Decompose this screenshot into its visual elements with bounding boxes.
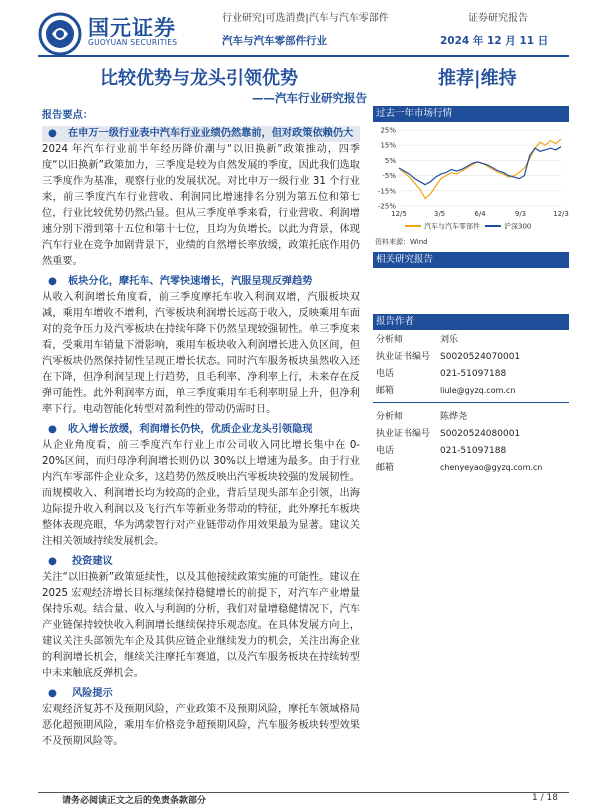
section-paragraph-2: 从收入利润增长角度看，前三季度摩托车收入利润双增，汽服板块双减，乘用车增收不增利，汽零板块利润增长远高于收入，反映乘用车面对的竞争压力及汽零板块在持续年降下仍然呈现较强韧性。单三季度来看，受乘用车销量下滑影响，乘用车板块收入利润增长进入负区间，但汽零板块仍然保持韧性呈现正增长状态。同时汽车服务板块虽然收入还在下降，但净利润呈现上行趋势，且毛利率、净利率上行，未来存在反弹可能性。此外利润率方面，单三季度乘用车毛利率明显上升，但净利率下行。电动智能化转型对盈利性的带动仍需时日。 <box>42 292 360 415</box>
section-heading-2: ● 板块分化，摩托车、汽零快速增长，汽服呈现反弹趋势 <box>42 274 360 290</box>
analyst-name: 陈烨尧 <box>440 412 468 422</box>
series-line-2 <box>399 147 561 185</box>
cert-label: 执业证书编号 <box>376 352 431 362</box>
email-label: 邮箱 <box>376 463 395 473</box>
y-tick-label: 5% <box>384 156 396 165</box>
industry-line: 汽车与汽车零部件行业 <box>222 35 327 47</box>
x-tick-label: 12/3 <box>553 210 569 218</box>
x-tick-label: 12/5 <box>391 210 407 218</box>
cert-number: S0020524070001 <box>440 352 521 362</box>
section-paragraph-3: 从企业角度看，前三季度汽车行业上市公司收入同比增长集中在 0-20%区间，而归母净利润增长则仍以 30%以上增速为最多。由于行业内汽车零部件企业众多，这趋势仍然反映出汽零板块较强的发展韧性。而规模收入、利润增长均为较高的企业，背后呈现头部车企引领，出海边际提升收入利润以及飞行汽车等新业务带动的特征，此外摩托车板块整体表现亮眼，华为鸿蒙智行对产业链带动作用效果最为显著。建议关注相关领域持续发展机会。 <box>42 440 360 547</box>
email-address[interactable]: liule@gyzq.com.cn <box>440 386 516 395</box>
x-tick-label: 3/5 <box>433 210 446 218</box>
series-line-1 <box>399 139 561 198</box>
y-tick-label: 15% <box>380 141 396 150</box>
analyst-name: 刘乐 <box>440 335 459 345</box>
cert-label: 执业证书编号 <box>376 429 431 439</box>
analyst-1-cert-row <box>376 349 520 362</box>
company-logo-icon <box>38 12 82 56</box>
y-tick-label: -15% <box>377 187 396 196</box>
section-heading-1: ● 在申万一级行业表中汽车行业业绩仍然靠前，但对政策依赖仍大 <box>42 126 360 142</box>
summary-heading: 报告要点： <box>42 110 93 121</box>
page-number: 1 / 18 <box>532 793 558 803</box>
report-type: 证券研究报告 <box>468 13 528 24</box>
logo-text-en: GUOYUAN SECURITIES <box>88 38 178 47</box>
analyst-2-name-row <box>376 409 467 422</box>
phone-number: 021-51097188 <box>440 369 507 379</box>
analyst-role: 分析师 <box>376 335 404 345</box>
analyst-divider <box>373 402 569 403</box>
email-label: 邮箱 <box>376 386 395 396</box>
y-tick-label: -25% <box>377 202 396 211</box>
phone-label: 电话 <box>376 446 395 456</box>
section-paragraph-1: 2024 年汽车行业前半年经历降价潮与“以旧换新”政策推动，四季度“以旧换新”政策加力，三季度是较为自然发展的季度，因此我们选取三季度作为基准，观察行业的发展状况。对比申万一级行业 31 个行业来，前三季度汽车行业营收、利润同比增速排名分别为第五位和第七位，行业比较优势仍然凸显。但从三季度单季来看，行业营收、利润增速分别下滑到第十五位和第十七位，且均为负增长。以此为背景，体现汽车行业在竞争加剧背景下，业绩的自然增长率放缓，政策托底作用仍然重要。 <box>42 144 360 267</box>
page-title: 比较优势与龙头引领优势 <box>100 68 298 89</box>
chart-section-title: 过去一年市场行情 <box>373 106 569 122</box>
tag-consumer: 可选消费 <box>265 13 306 24</box>
chart-source: 资料来源：Wind <box>375 238 428 246</box>
section-heading-3: ● 收入增长放缓，利润增长仍快，优质企业龙头引领隐现 <box>42 422 360 438</box>
market-chart <box>373 124 569 236</box>
legend-label: 汽车与汽车零部件 <box>424 222 480 231</box>
analyst-1-phone-row <box>376 366 506 379</box>
analyst-2-phone-row <box>376 443 506 456</box>
report-date: 2024 年 12 月 11 日 <box>440 35 549 47</box>
header-divider <box>38 55 569 57</box>
footer-disclaimer: 请务必阅读正文之后的免责条款部分 <box>62 796 207 806</box>
analyst-1-name-row <box>376 332 458 345</box>
analysts-title: 报告作者 <box>373 314 569 330</box>
y-tick-label: -5% <box>382 172 396 181</box>
report-tags: 行业研究|可选消费|汽车与汽车零部件 <box>222 13 389 24</box>
section-heading-4: ● 投资建议 <box>42 554 360 570</box>
section-heading-5: ● 风险提示 <box>42 686 360 702</box>
analyst-2-email-row <box>376 460 542 473</box>
page-subtitle: ——汽车行业研究报告 <box>252 91 367 105</box>
analyst-1-email-row <box>376 383 515 396</box>
email-address[interactable]: chenyeyao@gyzq.com.cn <box>440 463 543 472</box>
y-tick-label: 25% <box>380 126 396 135</box>
section-paragraph-4: 关注“以旧换新”政策延续性，以及其他接续政策实施的可能性。建议在 2025 宏观经济增长目标继续保持稳健增长的前提下，对汽车产业增量保持乐观。结合量、收入与利润的分析，我们对量增稳健情况下，汽车产业链保持较快收入利润增长继续保持乐观态度。在具体发展方向上，建议关注头部领先车企及其供应链企业继续发力的机会，关注出海企业的利润增长机会，继续关注摩托车赛道，以及汽车服务板块在持续转型中未来触底反弹机会。 <box>42 572 360 679</box>
x-tick-label: 6/4 <box>474 210 486 218</box>
section-paragraph-5: 宏观经济复苏不及预期风险，产业政策不及预期风险，摩托车领域格局恶化超预期风险，乘用车价格竞争超预期风险，汽车服务板块转型效果不及预期风险等。 <box>42 704 360 747</box>
logo-text-cn: 国元证券 <box>88 16 176 40</box>
phone-number: 021-51097188 <box>440 446 507 456</box>
x-tick-label: 9/3 <box>514 210 527 218</box>
summary-column <box>42 108 360 750</box>
related-reports-title: 相关研究报告 <box>373 252 569 268</box>
analyst-2-cert-row <box>376 426 520 439</box>
rating-badge: 推荐|维持 <box>438 68 517 89</box>
market-chart-svg <box>373 124 569 236</box>
tag-auto: 汽车与汽车零部件 <box>308 13 389 24</box>
cert-number: S0020524080001 <box>440 429 521 439</box>
phone-label: 电话 <box>376 369 395 379</box>
analyst-role: 分析师 <box>376 412 404 422</box>
tag-industry-research: 行业研究 <box>222 13 262 24</box>
legend-label: 沪深300 <box>504 222 532 231</box>
